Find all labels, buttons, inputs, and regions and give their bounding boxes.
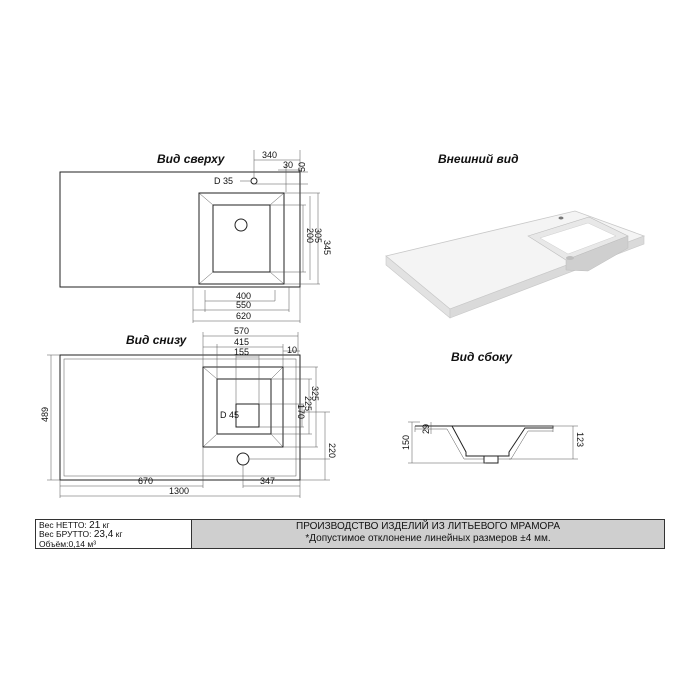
- spec-volume: Объём:0,14 м³: [39, 539, 97, 549]
- top-view: [60, 150, 332, 323]
- exterior-view-title: Внешний вид: [438, 152, 519, 166]
- dim-340: 340: [262, 150, 278, 160]
- dim-489: 489: [40, 406, 50, 422]
- dim-150: 150: [401, 434, 411, 450]
- bottom-view-hole-label: D 45: [220, 410, 240, 420]
- gross-weight-label: Вес БРУТТО:: [39, 529, 92, 539]
- net-weight-label: Вес НЕТТО:: [39, 520, 87, 530]
- exterior-tap-hole: [559, 217, 564, 220]
- top-view-title: Вид сверху: [157, 152, 225, 166]
- dim-10: 10: [287, 345, 298, 355]
- net-weight-unit: кг: [102, 520, 110, 530]
- bottom-view-drain: [236, 404, 259, 427]
- dim-220: 220: [327, 443, 337, 459]
- dim-1300: 1300: [169, 486, 190, 496]
- top-view-basin-inner: [213, 205, 270, 272]
- dim-30: 30: [283, 160, 294, 170]
- dim-200: 200: [305, 228, 315, 244]
- dim-305: 305: [313, 228, 323, 244]
- dim-155: 155: [234, 347, 250, 357]
- banner-tolerance: *Допустимое отклонение линейных размеров ±4 мм.: [305, 533, 551, 544]
- dim-570: 570: [234, 326, 250, 336]
- side-view-profile: [415, 423, 553, 456]
- top-view-hole-label: D 35: [214, 176, 234, 186]
- gross-weight-value: 23,4: [93, 529, 114, 540]
- dim-620: 620: [236, 311, 252, 321]
- side-view-title: Вид сбоку: [451, 350, 513, 364]
- net-weight-value: 21: [89, 520, 101, 531]
- banner-title: ПРОИЗВОДСТВО ИЗДЕЛИЙ ИЗ ЛИТЬЕВОГО МРАМОРА: [296, 521, 560, 532]
- dim-550: 550: [236, 300, 252, 310]
- bottom-view-tap-hole: [237, 453, 249, 465]
- dim-415: 415: [234, 337, 250, 347]
- dim-670: 670: [138, 476, 154, 486]
- top-view-tap-hole: [251, 178, 257, 184]
- side-view: [401, 350, 585, 463]
- bottom-view-title: Вид снизу: [126, 333, 187, 347]
- dim-400: 400: [236, 291, 252, 301]
- bottom-view: [40, 326, 337, 498]
- dim-347: 347: [260, 476, 276, 486]
- dim-325: 325: [310, 386, 320, 402]
- exterior-view: [386, 152, 644, 318]
- dim-50: 50: [297, 161, 307, 172]
- dim-123: 123: [575, 432, 585, 448]
- dim-29: 29: [421, 423, 431, 434]
- top-view-drain: [235, 219, 247, 231]
- dim-170: 170: [296, 404, 306, 420]
- dim-225: 225: [303, 396, 313, 412]
- gross-weight-unit: кг: [115, 529, 123, 539]
- dim-345: 345: [322, 240, 332, 256]
